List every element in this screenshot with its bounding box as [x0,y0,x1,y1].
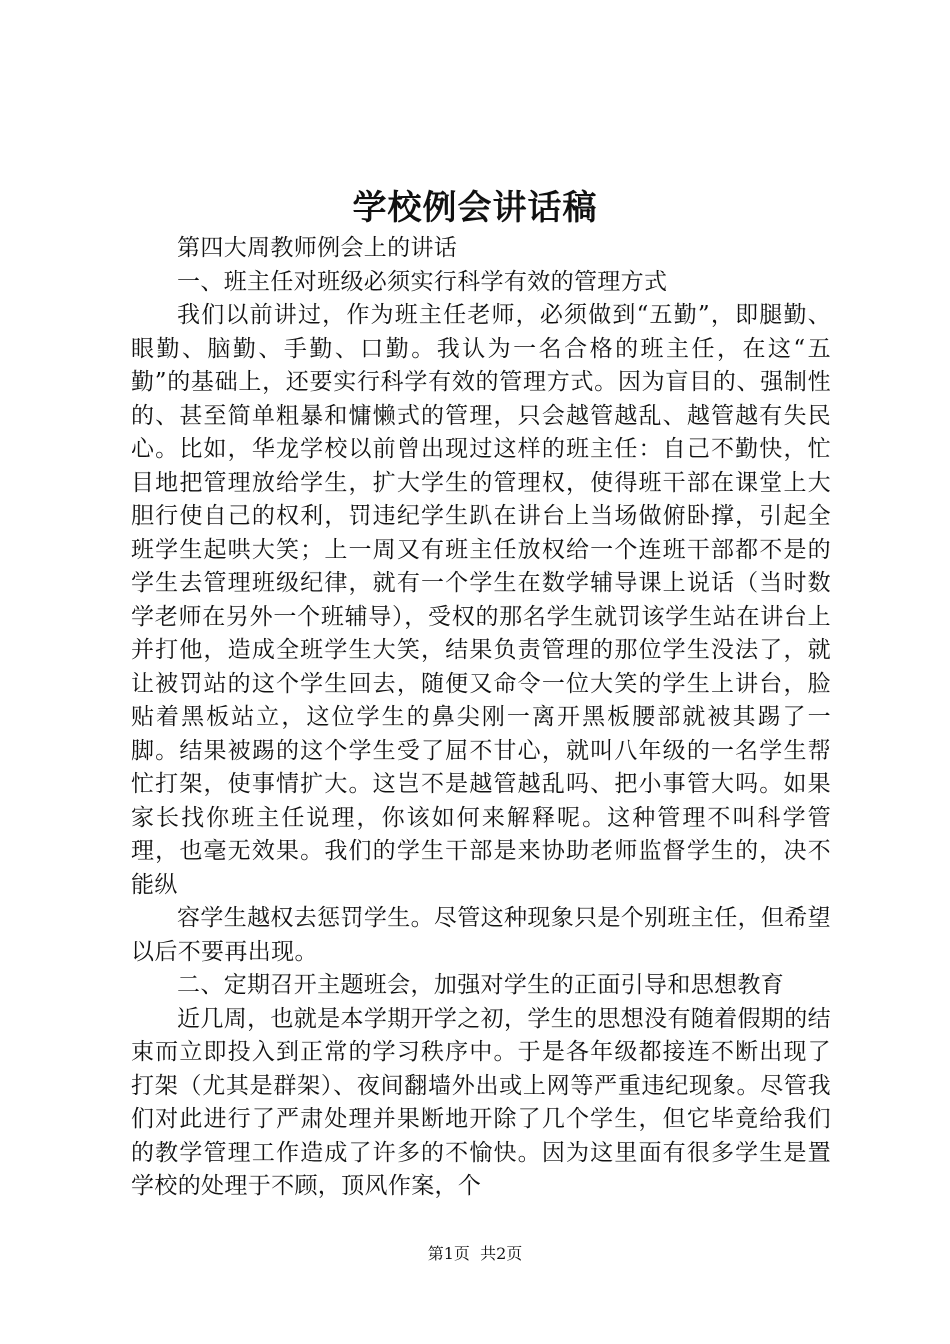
page-number: 第1页 共2页 [427,1244,523,1263]
body-paragraph: 近几周，也就是本学期开学之初，学生的思想没有随着假期的结束而立即投入到正常的学习秩序中。于是各年级都接连不断出现了打架（尤其是群架）、夜间翻墙外出或上网等严重违纪现象。尽管我们对此进行了严肃处理并果断地开除了几个学生，但它毕竟给我们的教学管理工作造成了许多的不愉快。因为这里面有很多学生是置学校的处理于不顾，顶风作案，个 [131,1005,831,1199]
section-heading-1: 一、班主任对班级必须实行科学有效的管理方式 [177,268,668,295]
body-paragraph: 容学生越权去惩罚学生。尽管这种现象只是个别班主任，但希望以后不要再出现。 [131,905,831,965]
body-paragraph: 我们以前讲过，作为班主任老师，必须做到“五勤”，即腿勤、眼勤、脑勤、手勤、口勤。我认为一名合格的班主任，在这“五勤”的基础上，还要实行科学有效的管理方式。因为盲目的、强制性的、甚至简单粗暴和慵懒式的管理，只会越管越乱、越管越有失民心。比如，华龙学校以前曾出现过这样的班主任：自己不勤快，忙目地把管理放给学生，扩大学生的管理权，使得班干部在课堂上大胆行使自己的权利，罚违纪学生趴在讲台上当场做俯卧撑，引起全班学生起哄大笑；上一周又有班主任放权给一个连班干部都不是的学生去管理班级纪律，就有一个学生在数学辅导课上说话（当时数学老师在另外一个班辅导），受权的那名学生就罚该学生站在讲台上并打他，造成全班学生大笑，结果负责管理的那位学生没法了，就让被罚站的这个学生回去，随便又命令一位大笑的学生上讲台，脸贴着黑板站立，这位学生的鼻尖刚一离开黑板腰部就被其踢了一脚。结果被踢的这个学生受了屈不甘心，就叫八年级的一名学生帮忙打架，使事情扩大。这岂不是越管越乱吗、把小事管大吗。如果家长找你班主任说理，你该如何来解释呢。这种管理不叫科学管理，也毫无效果。我们的学生干部是来协助老师监督学生的，决不能纵 [131,302,831,898]
speech-subtitle: 第四大周教师例会上的讲话 [177,235,458,261]
section-heading-2: 二、定期召开主题班会，加强对学生的正面引导和思想教育 [177,972,785,998]
document-title: 学校例会讲话稿 [352,188,598,228]
page-footer [0,1243,950,1265]
document-body [131,232,831,1204]
